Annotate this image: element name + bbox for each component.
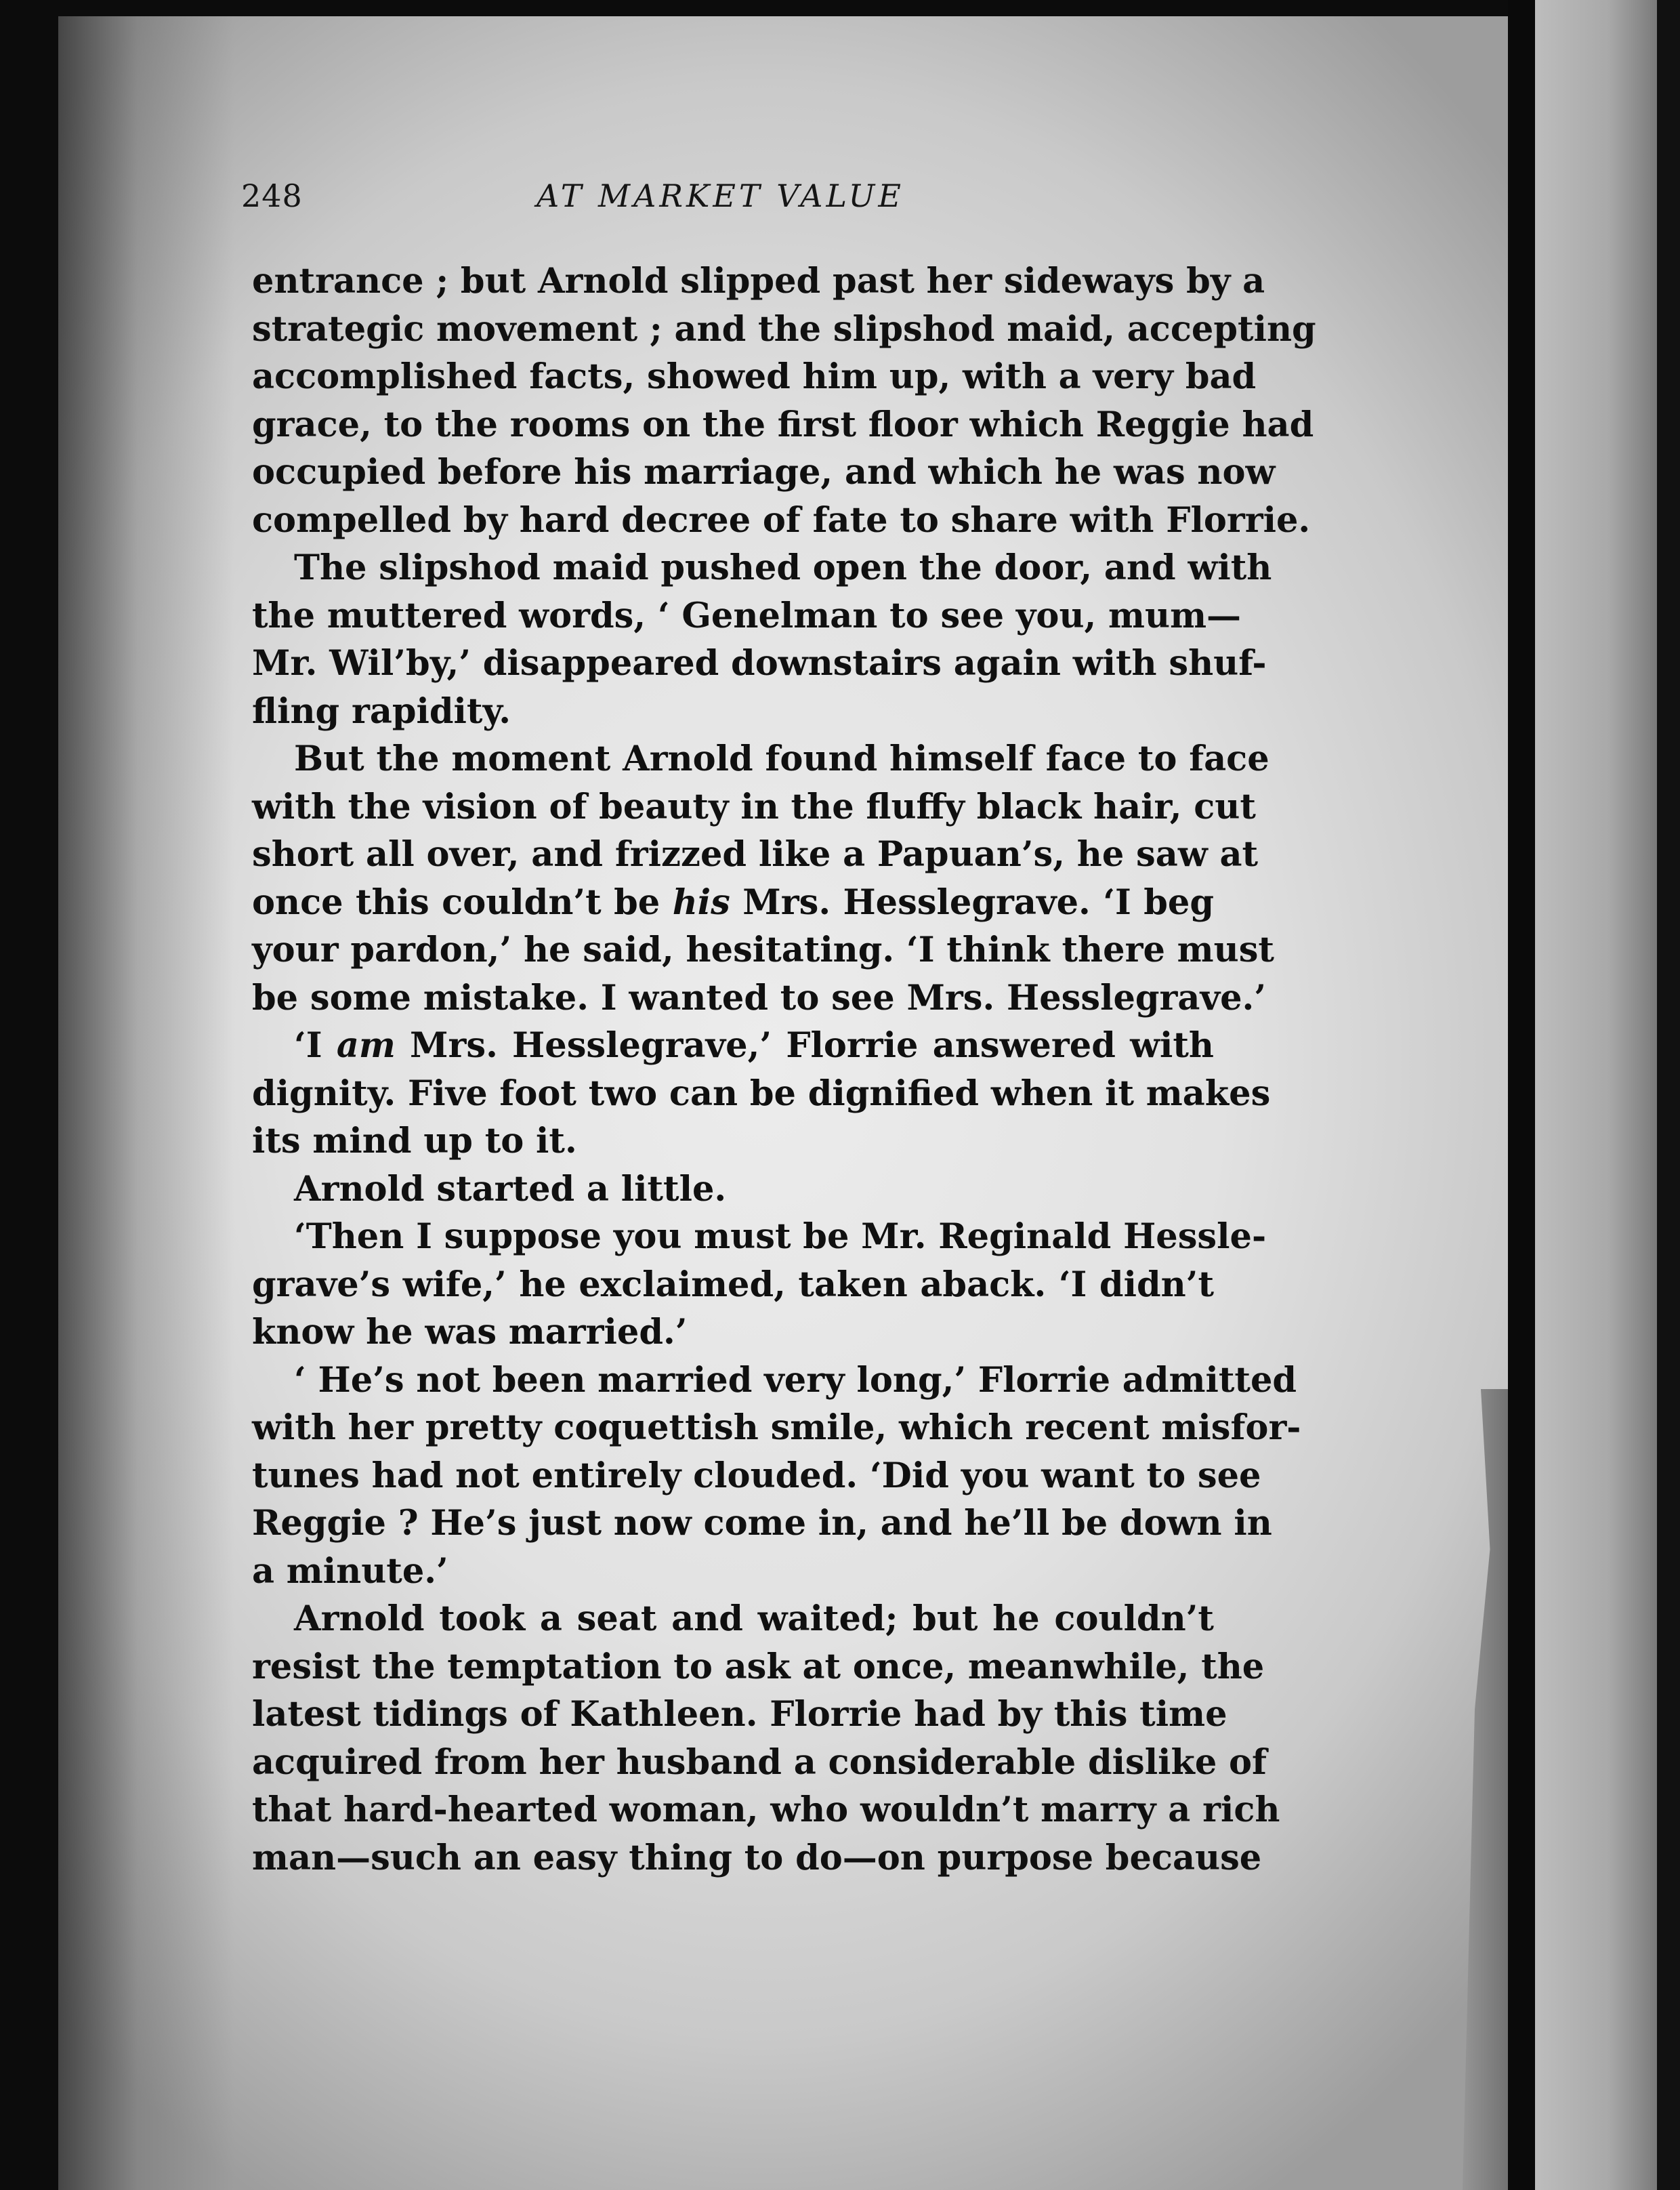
italic-text: his — [672, 882, 730, 923]
text-line: a minute.’ — [252, 1550, 448, 1592]
text-line: entrance ; but Arnold slipped past her sideways by a — [252, 261, 1265, 302]
text-line: man—such an easy thing to do—on purpose because — [252, 1837, 1262, 1878]
paragraph — [252, 1595, 1280, 1882]
text-line: ‘ He’s not been married very long,’ Florrie admitted — [294, 1359, 1297, 1401]
text-line: occupied before his marriage, and which he was now — [252, 452, 1276, 493]
running-title: AT MARKET VALUE — [537, 178, 904, 214]
text-line — [252, 1022, 1214, 1070]
scan-border — [1657, 0, 1680, 2190]
text-line: dignity. Five foot two can be dignified when it makes — [252, 1073, 1271, 1114]
text-line: fling rapidity. — [252, 690, 511, 732]
text-line: know he was married.’ — [252, 1312, 688, 1352]
paragraph — [252, 544, 1272, 735]
text-line: But the moment Arnold found himself face to face — [294, 739, 1269, 779]
text-line: that hard-hearted woman, who wouldn’t marry a rich — [252, 1790, 1280, 1830]
text-line: Arnold took a seat and waited; but he couldn’t — [294, 1598, 1214, 1639]
page-header — [241, 178, 1217, 232]
text-line: grace, to the rooms on the first floor which Reggie had — [252, 404, 1314, 445]
italic-text: am — [336, 1025, 396, 1066]
text-line: The slipshod maid pushed open the door, and with — [294, 548, 1272, 588]
text-line: short all over, and frizzed like a Papuan’s, he saw at — [252, 834, 1259, 875]
text-line: your pardon,’ he said, hesitating. ‘I think there must — [252, 930, 1274, 970]
paragraph — [252, 1022, 1271, 1165]
gutter-shadow — [58, 16, 234, 2190]
text-line — [252, 879, 1214, 927]
text-line: accomplished facts, showed him up, with a very bad — [252, 356, 1257, 397]
text-line: the muttered words, ‘ Genelman to see you, mum— — [252, 595, 1242, 636]
text-line: ‘Then I suppose you must be Mr. Reginald Hessle- — [294, 1216, 1267, 1257]
book-spine-shadow — [1508, 0, 1535, 2190]
facing-page-edge — [1535, 0, 1657, 2190]
text-line: tunes had not entirely clouded. ‘Did you want to see — [252, 1455, 1261, 1496]
text-run: Mrs. Hesslegrave. ‘I beg — [730, 882, 1214, 923]
text-run: Mrs. Hesslegrave,’ Florrie answered with — [395, 1025, 1214, 1066]
text-line: strategic movement ; and the slipshod maid, accepting — [252, 308, 1316, 350]
text-run: ‘I — [294, 1025, 337, 1066]
body-text — [252, 257, 1316, 1882]
page-number: 248 — [241, 178, 303, 214]
paragraph — [252, 735, 1274, 1022]
text-run: once this couldn’t be — [252, 882, 673, 923]
text-line: be some mistake. I wanted to see Mrs. Hesslegrave.’ — [252, 977, 1267, 1018]
text-line: resist the temptation to ask at once, meanwhile, the — [252, 1646, 1265, 1687]
text-line: compelled by hard decree of fate to share with Florrie. — [252, 499, 1311, 541]
paragraph — [252, 257, 1316, 544]
text-line: Mr. Wil’by,’ disappeared downstairs again with shuf- — [252, 643, 1267, 684]
paragraph — [252, 1213, 1267, 1357]
paragraph — [252, 1165, 1214, 1214]
text-line: latest tidings of Kathleen. Florrie had by this time — [252, 1694, 1227, 1735]
text-line: grave’s wife,’ he exclaimed, taken aback. ‘I didn’t — [252, 1264, 1214, 1305]
text-line: with the vision of beauty in the fluffy black hair, cut — [252, 786, 1256, 827]
text-line: acquired from her husband a considerable dislike of — [252, 1741, 1267, 1783]
text-line: Arnold started a little. — [294, 1168, 727, 1210]
text-line: its mind up to it. — [252, 1121, 577, 1161]
text-line: Reggie ? He’s just now come in, and he’ll be down in — [252, 1503, 1272, 1544]
text-line: with her pretty coquettish smile, which recent misfor- — [252, 1407, 1301, 1448]
paragraph — [252, 1357, 1301, 1596]
